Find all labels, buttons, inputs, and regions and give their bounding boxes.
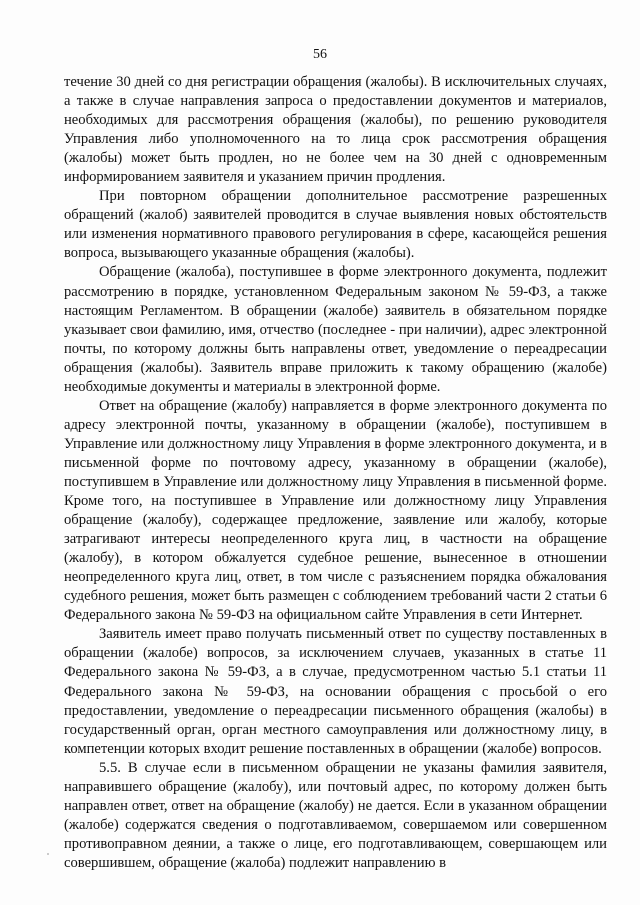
paragraph: Обращение (жалоба), поступившее в форме электронного документа, подлежит рассмотрению в порядке, установленном Федеральным законом № 59-ФЗ, а также настоящим Регламентом. В обращении (жалобе) заявитель в обязательном порядке указывает свои фамилию, имя, отчество (последнее - при наличии), адрес электронной почты, по которому должны быть направлены ответ, уведомление о переадресации обращения (жалобы). Заявитель вправе приложить к такому обращению (жалобе) необходимые документы и материалы в электронной форме. xyxy=(64,264,607,395)
paragraph: 5.5. В случае если в письменном обращении не указаны фамилия заявителя, направившего обращение (жалобу), или почтовый адрес, по которому должен быть направлен ответ, ответ на обращение (жалобу) не дается. Если в указанном обращении (жалобе) содержатся сведения о подготавливаемом, совершаемом или совершенном противоправном деянии, а также о лице, его подготавливающем, совершающем или совершившем, обращение (жалоба) подлежит направлению в xyxy=(64,759,607,871)
document-body xyxy=(64,73,607,873)
paragraph: Заявитель имеет право получать письменный ответ по существу поставленных в обращении (жалобе) вопросов, за исключением случаев, указанных в статье 11 Федерального закона № 59-ФЗ, а в случае, предусмотренном частью 5.1 статьи 11 Федерального закона № 59-ФЗ, на основании обращения с просьбой о его предоставлении, уведомление о переадресации письменного обращения (жалобы) в государственный орган, орган местного самоуправления или должностному лицу, в компетенции которых входит решение поставленных в обращении (жалобе) вопросов. xyxy=(64,626,607,757)
paragraph: Ответ на обращение (жалобу) направляется в форме электронного документа по адресу электронной почты, указанному в обращении (жалобе), поступившем в Управление или должностному лицу Управления в форме электронного документа, и в письменной форме по почтовому адресу, указанному в обращении (жалобе), поступившем в Управление или должностному лицу Управления в письменной форме. Кроме того, на поступившее в Управление или должностному лицу Управления обращение (жалобу), содержащее предложение, заявление или жалобу, которые затрагивают интересы неопределенного круга лиц, в частности на обращение (жалобу), в котором обжалуется судебное решение, вынесенное в отношении неопределенного круга лиц, ответ, в том числе с разъяснением порядка обжалования судебного решения, может быть размещен с соблюдением требований части 2 статьи 6 Федерального закона № 59-ФЗ на официальном сайте Управления в сети Интернет. xyxy=(64,397,607,624)
paragraph: течение 30 дней со дня регистрации обращения (жалобы). В исключительных случаях, а также в случае направления запроса о предоставлении документов и материалов, необходимых для рассмотрения обращения (жалобы), по решению руководителя Управления либо уполномоченного на то лица срок рассмотрения обращения (жалобы) может быть продлен, но не более чем на 30 дней с одновременным информированием заявителя и указанием причин продления. xyxy=(64,74,607,186)
paragraph: При повторном обращении дополнительное рассмотрение разрешенных обращений (жалоб) заявителей проводится в случае выявления новых обстоятельств или изменения нормативного правового регулирования в сфере, касающейся решения вопроса, вызывающего указанные обращения (жалобы). xyxy=(64,188,607,262)
scan-speck xyxy=(47,853,49,855)
page-number: 56 xyxy=(313,47,327,62)
